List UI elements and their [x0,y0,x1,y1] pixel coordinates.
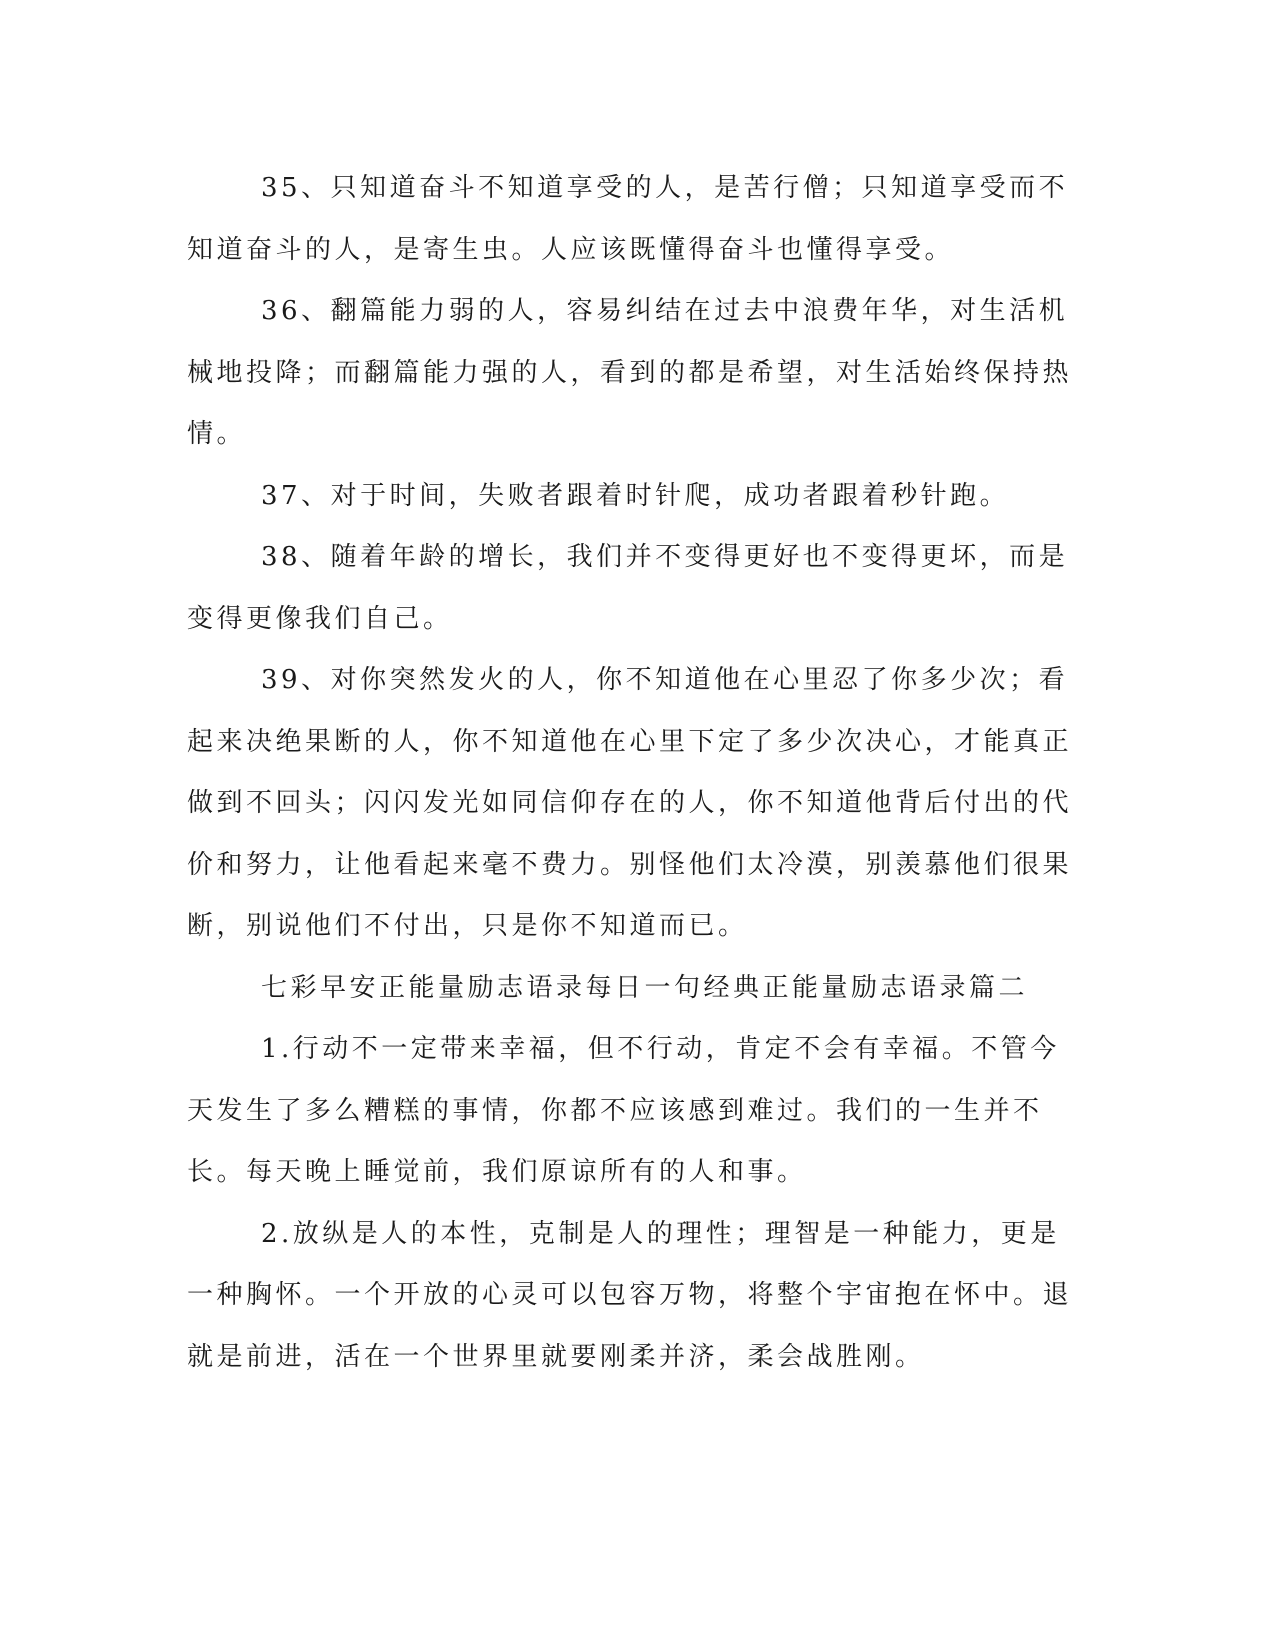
paragraph-37: 37、对于时间，失败者跟着时针爬，成功者跟着秒针跑。 [261,480,1010,511]
paragraph-2: 2.放纵是人的本性，克制是人的理性；理智是一种能力，更是一种胸怀。一个开放的心灵可以包容万物，将整个宇宙抱在怀中。退就是前进，活在一个世界里就要刚柔并济，柔会战胜刚。 [187,1218,1073,1372]
paragraph-39: 39、对你突然发火的人，你不知道他在心里忍了你多少次；看起来决绝果断的人，你不知道他在心里下定了多少次决心，才能真正做到不回头；闪闪发光如同信仰存在的人，你不知道他背后付出的代价和努力，让他看起来毫不费力。别怪他们太冷漠，别羡慕他们很果断，别说他们不付出，只是你不知道而已。 [187,665,1073,941]
paragraph-35: 35、只知道奋斗不知道享受的人，是苦行僧；只知道享受而不知道奋斗的人，是寄生虫。人应该既懂得奋斗也懂得享受。 [187,173,1069,265]
document-body [187,158,1074,1388]
section-heading: 七彩早安正能量励志语录每日一句经典正能量励志语录篇二 [261,972,1029,1003]
paragraph-38: 38、随着年龄的增长，我们并不变得更好也不变得更坏，而是变得更像我们自己。 [187,542,1069,634]
paragraph-1: 1.行动不一定带来幸福，但不行动，肯定不会有幸福。不管今天发生了多么糟糕的事情，你都不应该感到难过。我们的一生并不长。每天晚上睡觉前，我们原谅所有的人和事。 [187,1034,1060,1187]
paragraph-36: 36、翻篇能力弱的人，容易纠结在过去中浪费年华，对生活机械地投降；而翻篇能力强的人，看到的都是希望，对生活始终保持热情。 [187,296,1073,449]
